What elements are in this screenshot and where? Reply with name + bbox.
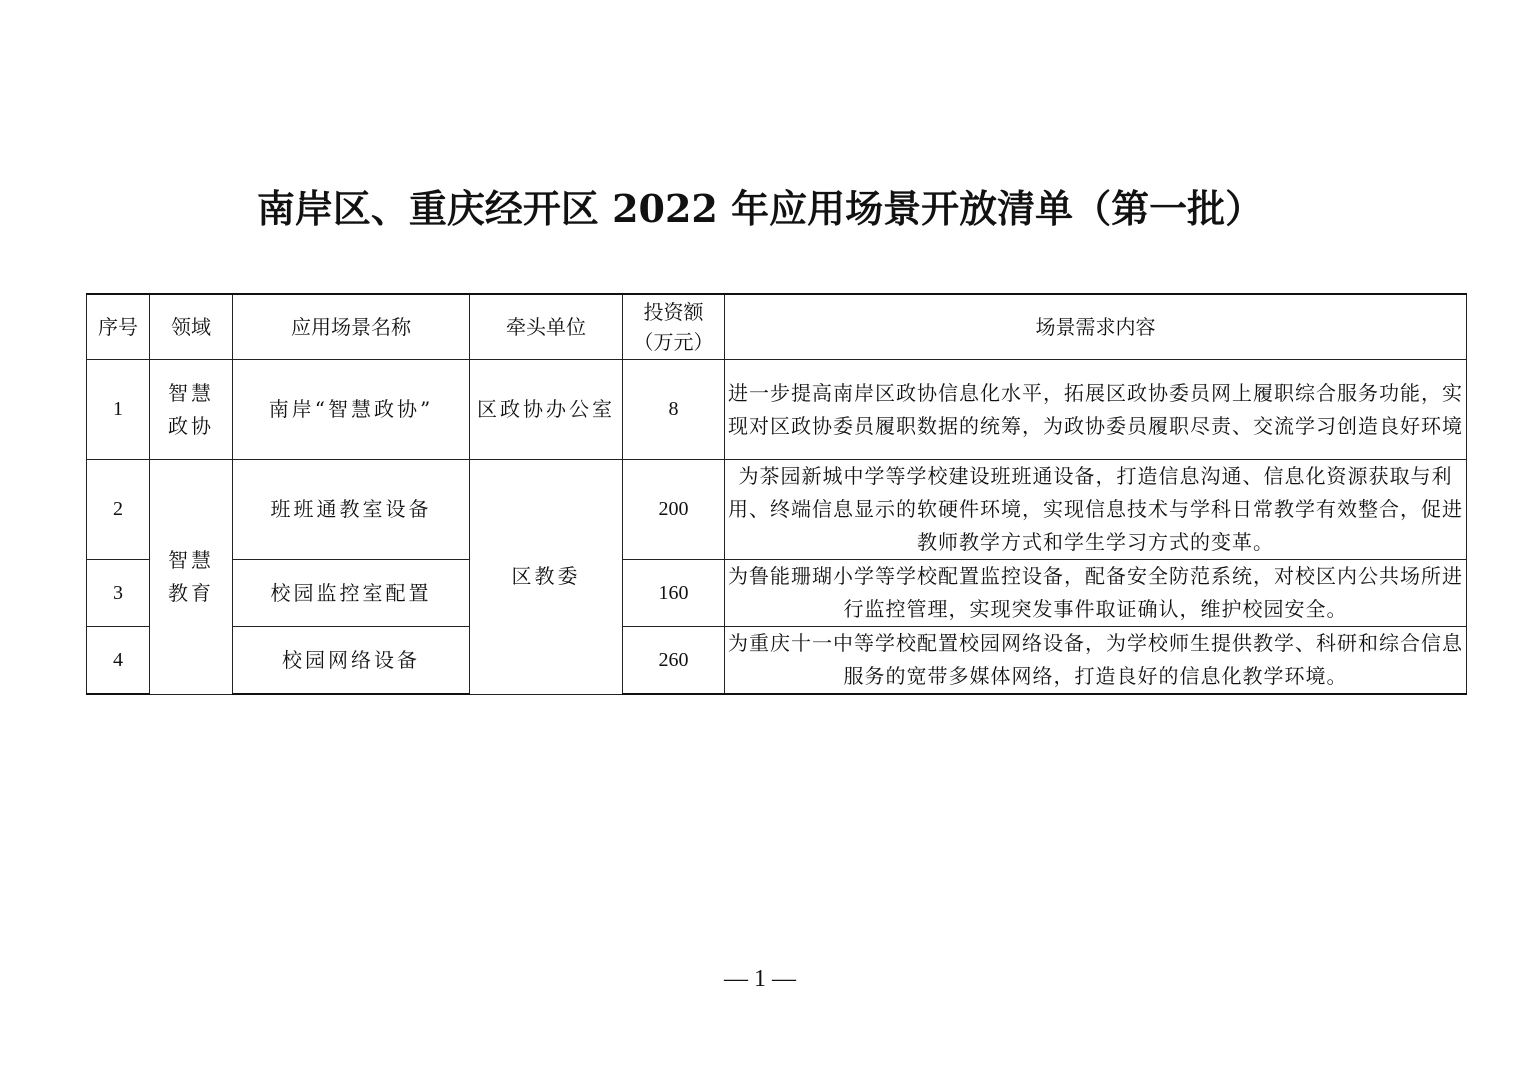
row-domain-line2: 政协 [168, 413, 214, 438]
row-investment: 8 [623, 360, 725, 460]
document-title: 南岸区、重庆经开区 2022 年应用场景开放清单（第一批） [256, 186, 1264, 231]
row-investment: 200 [623, 460, 725, 560]
row-lead-unit: 区政协办公室 [470, 360, 623, 460]
row-domain [150, 360, 233, 460]
row-requirements: 为重庆十一中等学校配置校园网络设备，为学校师生提供教学、科研和综合信息服务的宽带多媒体网络，打造良好的信息化教学环境。 [725, 627, 1467, 695]
row-index: 4 [87, 627, 150, 695]
header-lead-unit: 牵头单位 [470, 294, 623, 360]
row-scene-name: 南岸“智慧政协” [233, 360, 470, 460]
header-requirements: 场景需求内容 [725, 294, 1467, 360]
header-scene-name: 应用场景名称 [233, 294, 470, 360]
table-row [87, 360, 1467, 460]
row-domain-line1: 智慧 [168, 547, 214, 572]
table-row [87, 560, 1467, 627]
row-scene-name: 班班通教室设备 [233, 460, 470, 560]
row-investment: 160 [623, 560, 725, 627]
row-lead-unit-education: 区教委 [470, 460, 623, 695]
header-investment-line2: （万元） [633, 330, 714, 354]
row-index: 2 [87, 460, 150, 560]
row-index: 1 [87, 360, 150, 460]
row-scene-name: 校园监控室配置 [233, 560, 470, 627]
table-row [87, 627, 1467, 695]
row-scene-name: 校园网络设备 [233, 627, 470, 695]
row-index: 3 [87, 560, 150, 627]
row-requirements: 为鲁能珊瑚小学等学校配置监控设备，配备安全防范系统，对校区内公共场所进行监控管理，实现突发事件取证确认，维护校园安全。 [725, 560, 1467, 627]
header-index: 序号 [87, 294, 150, 360]
row-domain-education [150, 460, 233, 695]
header-investment [623, 294, 725, 360]
page-number: — 1 — [724, 966, 796, 992]
header-investment-line1: 投资额 [643, 300, 704, 324]
scene-list-table [86, 293, 1467, 695]
row-requirements: 进一步提高南岸区政协信息化水平，拓展区政协委员网上履职综合服务功能，实现对区政协委员履职数据的统筹，为政协委员履职尽责、交流学习创造良好环境 [725, 360, 1467, 460]
row-domain-line1: 智慧 [168, 380, 214, 405]
table-row [87, 460, 1467, 560]
header-domain: 领域 [150, 294, 233, 360]
row-requirements: 为茶园新城中学等学校建设班班通设备，打造信息沟通、信息化资源获取与利用、终端信息显示的软硬件环境，实现信息技术与学科日常教学有效整合，促进教师教学方式和学生学习方式的变革。 [725, 460, 1467, 560]
row-domain-line2: 教育 [168, 580, 214, 605]
table-header-row [87, 294, 1467, 360]
row-investment: 260 [623, 627, 725, 695]
